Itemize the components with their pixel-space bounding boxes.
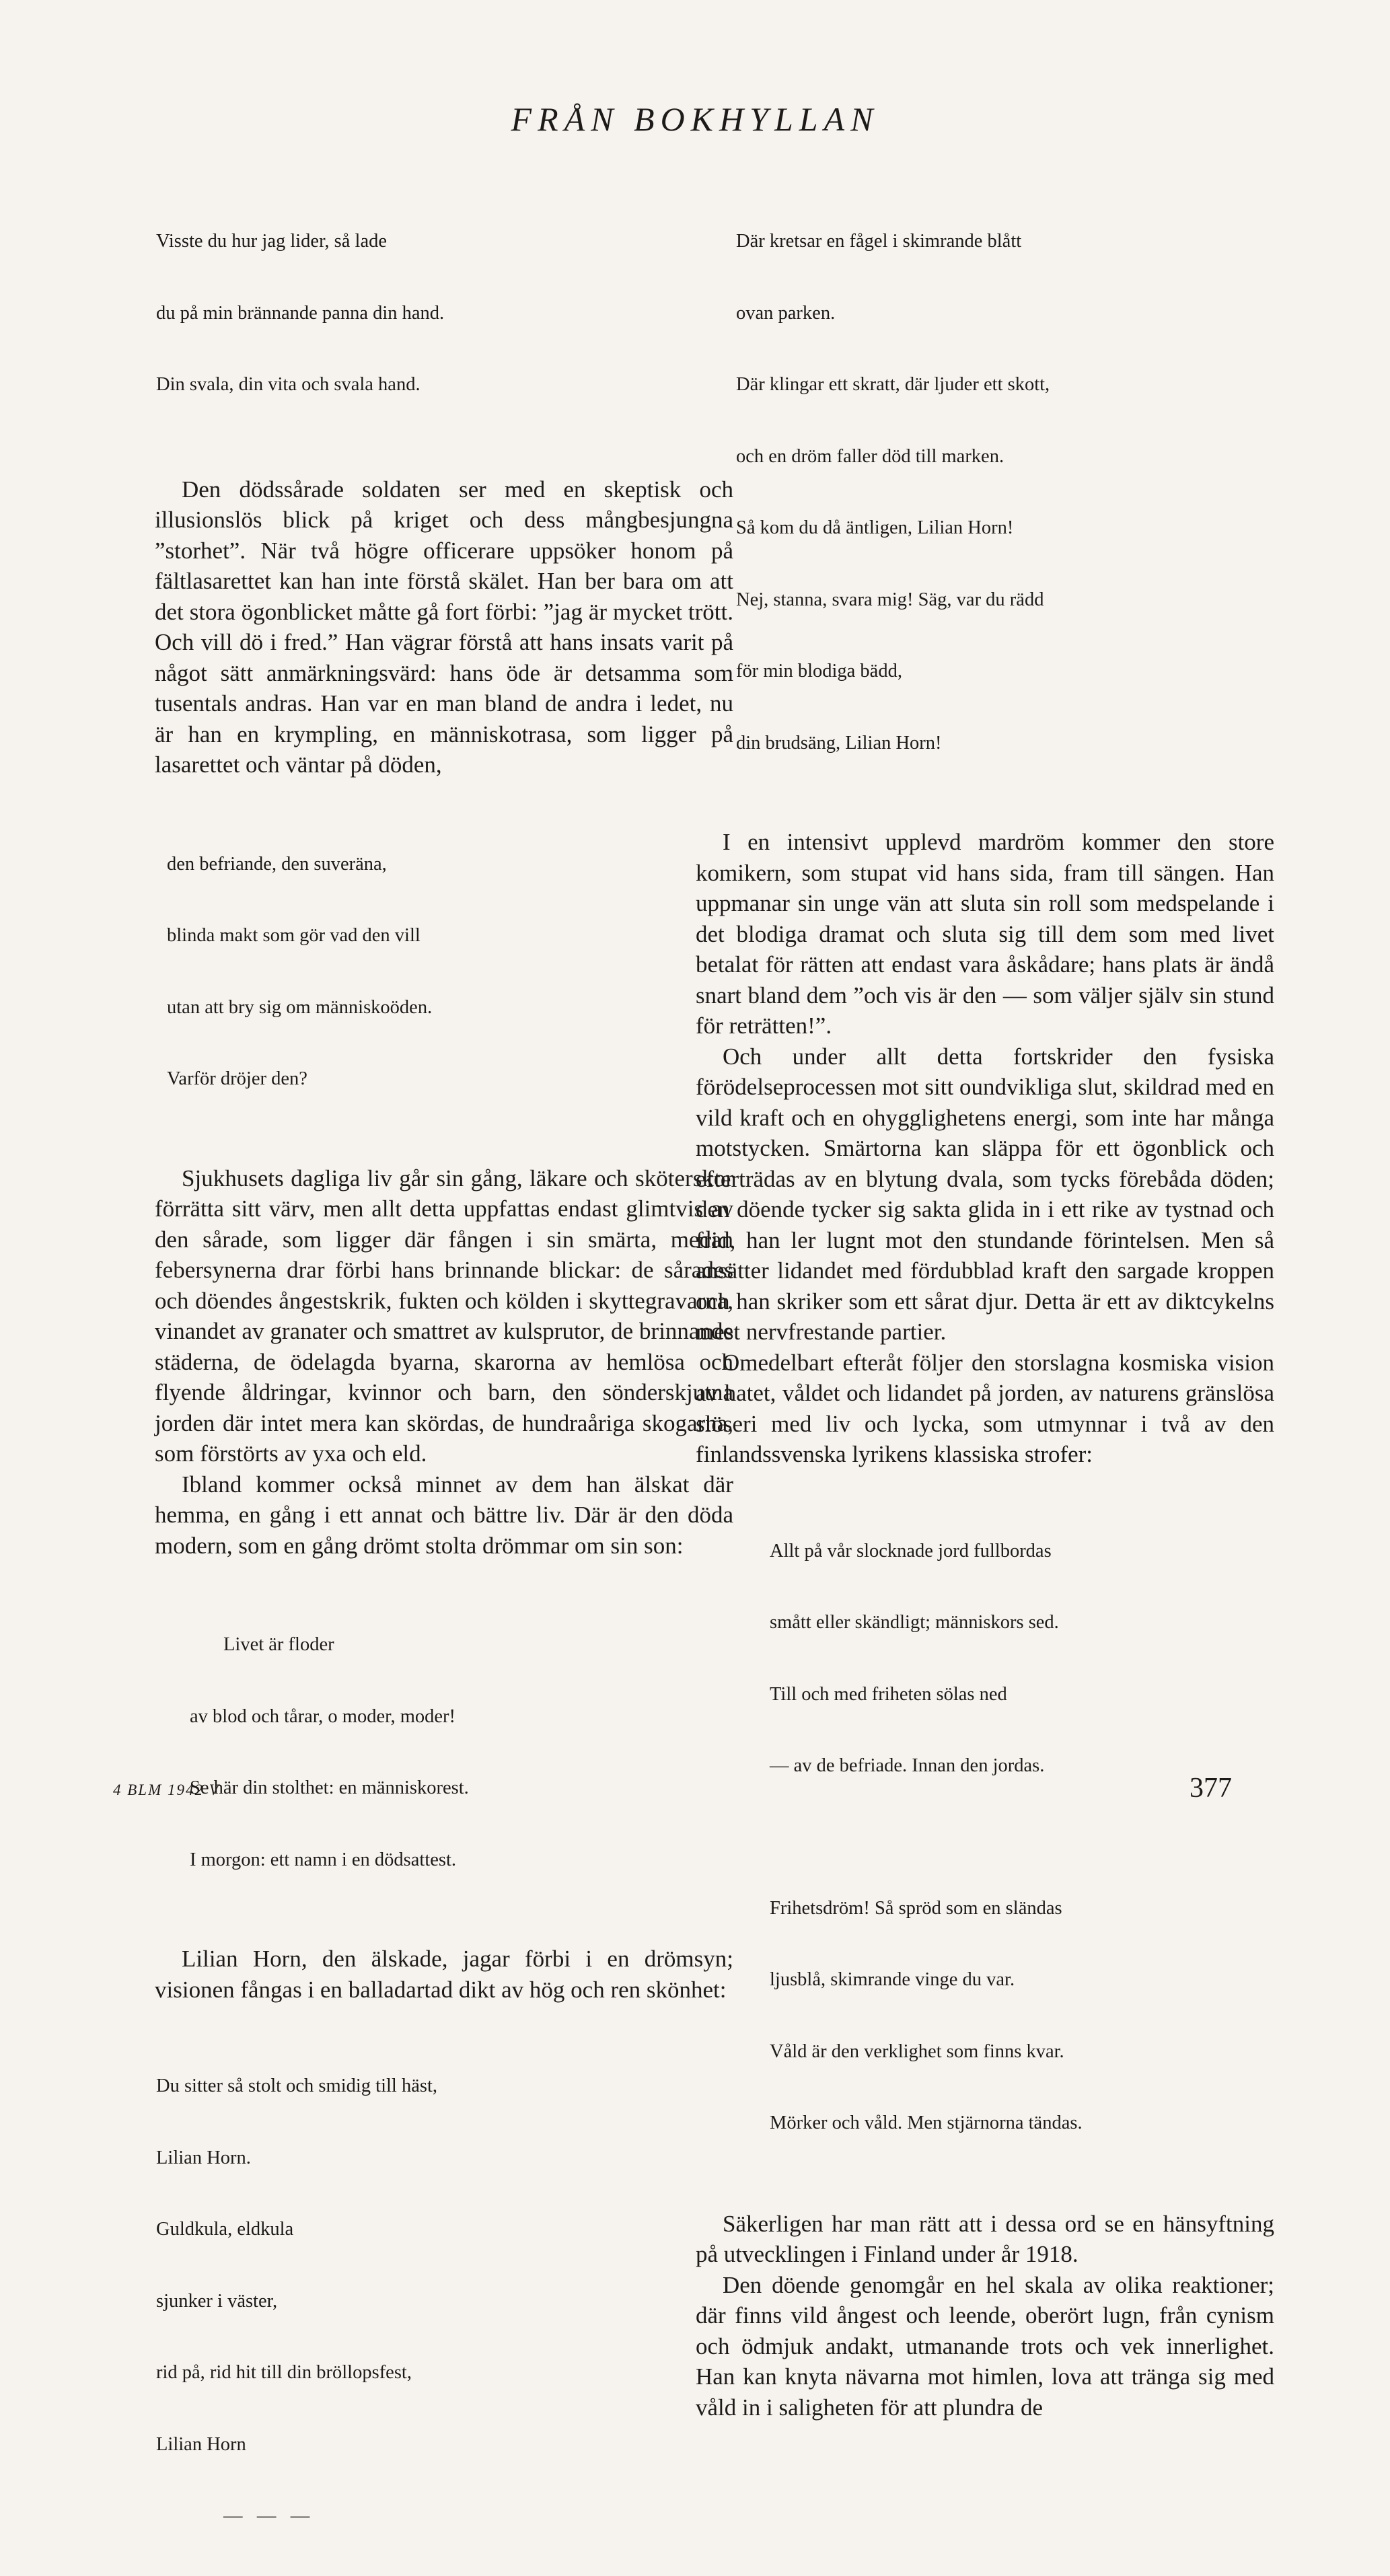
poem-line: Våld är den verklighet som finns kvar. — [770, 2040, 1064, 2062]
poem-frihetsdrom — [770, 1849, 1274, 2183]
poem-line: Där kretsar en fågel i skimrande blått — [736, 231, 1022, 252]
paragraph-lilian-horn: Lilian Horn, den älskade, jagar förbi i en drömsyn; visionen fångas i en balladartad dikt av hög och ren skönhet: — [155, 1946, 733, 2003]
poem-line: för min blodiga bädd, — [736, 661, 902, 682]
poem-line: din brudsäng, Lilian Horn! — [736, 732, 942, 753]
poem-line: Så kom du då äntligen, Lilian Horn! — [736, 517, 1014, 538]
journal-signature: 4 BLM 1942 V — [113, 1781, 220, 1798]
poem-line: Mörker och våld. Men stjärnorna tändas. — [770, 2112, 1083, 2133]
poem-line: ovan parken. — [736, 302, 836, 324]
poem-dar-kretsar — [736, 182, 1274, 803]
poem-line: ljusblå, skimrande vinge du var. — [770, 1969, 1015, 1990]
poem-line: den befriande, den suveräna, — [167, 853, 387, 875]
paragraph-sjukhusets: Sjukhusets dagliga liv går sin gång, läkare och sköterskor förrätta sitt värv, men allt detta uppfattas endast glimtvis av den sårade, som ligger där fången i sin smärta, medan febersynerna drar förbi hans brinnande blickar: de sårades och döendes ångestskrik, fukten och kölden i skyttegravarna, vinandet av granater och smattret av kulsprutor, de brinnande städerna, de ödelagda byarna, skarorna av hemlösa och flyende åldringar, kvinnor och barn, den sönderskjutna jorden där intet mera kan skördas, de hundraåriga skogarna, som förstörts av yxa och eld. — [155, 1165, 733, 1467]
poem-line: utan att bry sig om människoöden. — [167, 996, 433, 1018]
poem-du-sitter — [156, 2026, 733, 2576]
paragraph-ibland: Ibland kommer också minnet av dem han älskat där hemma, en gång i ett annat och bättre liv. Där är den döda modern, som en gång drömt stolta drömmar om sin son: — [155, 1471, 733, 1559]
poem-line: Livet är floder — [223, 1634, 334, 1655]
poem-line: rid på, rid hit till din bröllopsfest, — [156, 2362, 412, 2383]
paragraph-och-under: Och under allt detta fortskrider den fysiska förödelseprocessen mot sitt oundvikliga slut, skildrad med en vild kraft och en ohygglighetens energi, som inte har många motstycken. Smärtorna kan släppa för ett ögonblick och efterträdas av en blytung dvala, som tycks förebåda döden; den döende tycker sig sakta glida in i ett rike av tystnad och frid, han ler lugnt mot den stundande förintelsen. Men så ansätter lidandet med fördubblad kraft den sargade kroppen och han skriker som ett sårat djur. Detta är ett av diktcykelns mest nervfrestande partier. — [696, 1043, 1274, 1345]
poem-line: Till och med friheten sölas ned — [770, 1683, 1007, 1705]
poem-line: sjunker i väster, — [156, 2290, 278, 2312]
paragraph-mardrom: I en intensivt upplevd mardröm kommer den store komikern, som stupat vid hans sida, fram till sängen. Han uppmanar sin unge vän att sluta sin roll som medspelande i det blodiga dramat och sluta sig till dem som med livet betalat för rätten att endast vara åskådare; hans plats är ändå snart bland dem ”och vis är den — som väljer själv sin stund för reträtten!”. — [696, 829, 1274, 1039]
poem-befriande — [167, 805, 733, 1139]
poem-line: smått eller skändligt; människors sed. — [770, 1612, 1059, 1633]
poem-line: Allt på vår slocknade jord fullbordas — [770, 1540, 1052, 1561]
poem-line: Lilian Horn — [156, 2433, 246, 2455]
running-header: FRÅN BOKHYLLAN — [511, 100, 879, 138]
poem-line: Frihetsdröm! Så spröd som en sländas — [770, 1897, 1062, 1919]
poem-line: du på min brännande panna din hand. — [156, 302, 445, 324]
poem-line: — av de befriade. Innan den jordas. — [770, 1755, 1045, 1776]
page-number: 377 — [1190, 1773, 1232, 1804]
poem-line: och en dröm faller död till marken. — [736, 445, 1004, 467]
poem-line: Nej, stanna, svara mig! Säg, var du rädd — [736, 589, 1044, 610]
poem-livet — [156, 1585, 733, 1919]
poem-line: I morgon: ett namn i en dödsattest. — [190, 1849, 457, 1870]
paragraph-omedelbart: Omedelbart efteråt följer den storslagna kosmiska vision av hatet, våldet och lidandet på jorden, av naturens gränslösa slöseri med liv och lycka, som utmynnar i två av den finlandssvenska lyrikens klassiska strofer: — [696, 1349, 1274, 1467]
poem-line: Visste du hur jag lider, så lade — [156, 231, 388, 252]
poem-line: — — — — [223, 2505, 310, 2526]
poem-line: Varför dröjer den? — [167, 1068, 307, 1089]
right-column — [696, 182, 1274, 2423]
poem-line: Du sitter så stolt och smidig till häst, — [156, 2075, 437, 2096]
paragraph-sakerligen: Säkerligen har man rätt att i dessa ord se en hänsyftning på utvecklingen i Finland under år 1918. — [696, 2210, 1274, 2267]
poem-line: av blod och tårar, o moder, moder! — [190, 1705, 455, 1727]
poem-line: Se här din stolthet: en människorest. — [190, 1777, 469, 1798]
poem-line: blinda makt som gör vad den vill — [167, 925, 420, 946]
poem-line: Där klingar ett skratt, där ljuder ett skott, — [736, 374, 1050, 395]
paragraph-dodssarade: Den dödssårade soldaten ser med en skeptisk och illusionslös blick på kriget och dess mångbesjungna ”storhet”. När två högre officerare uppsöker honom på fältlasarettet kan han inte förstå skälet. Han ber bara om att det stora ögonblicket måtte gå fort förbi: ”jag är mycket trött. Och vill dö i fred.” Han vägrar förstå att hans insats varit på något sätt anmärkningsvärd: hans öde är detsamma som tusentals andras. Han var en man bland de andra i ledet, nu är han en krympling, en människotrasa, som ligger på lasarettet och väntar på döden, — [155, 476, 733, 778]
paragraph-den-doende: Den döende genomgår en hel skala av olika reaktioner; där finns vild ångest och leende, oberört lugn, från cynism och ödmjuk andakt, utmanande trots och vek innerlighet. Han kan knyta nävarna mot himlen, lova att tränga sig med våld in i saligheten för att plundra de — [696, 2271, 1274, 2421]
poem-line: Guldkula, eldkula — [156, 2219, 294, 2240]
poem-visste — [156, 182, 733, 445]
left-column — [155, 182, 733, 2576]
poem-line: Din svala, din vita och svala hand. — [156, 374, 420, 395]
poem-line: Lilian Horn. — [156, 2147, 251, 2168]
